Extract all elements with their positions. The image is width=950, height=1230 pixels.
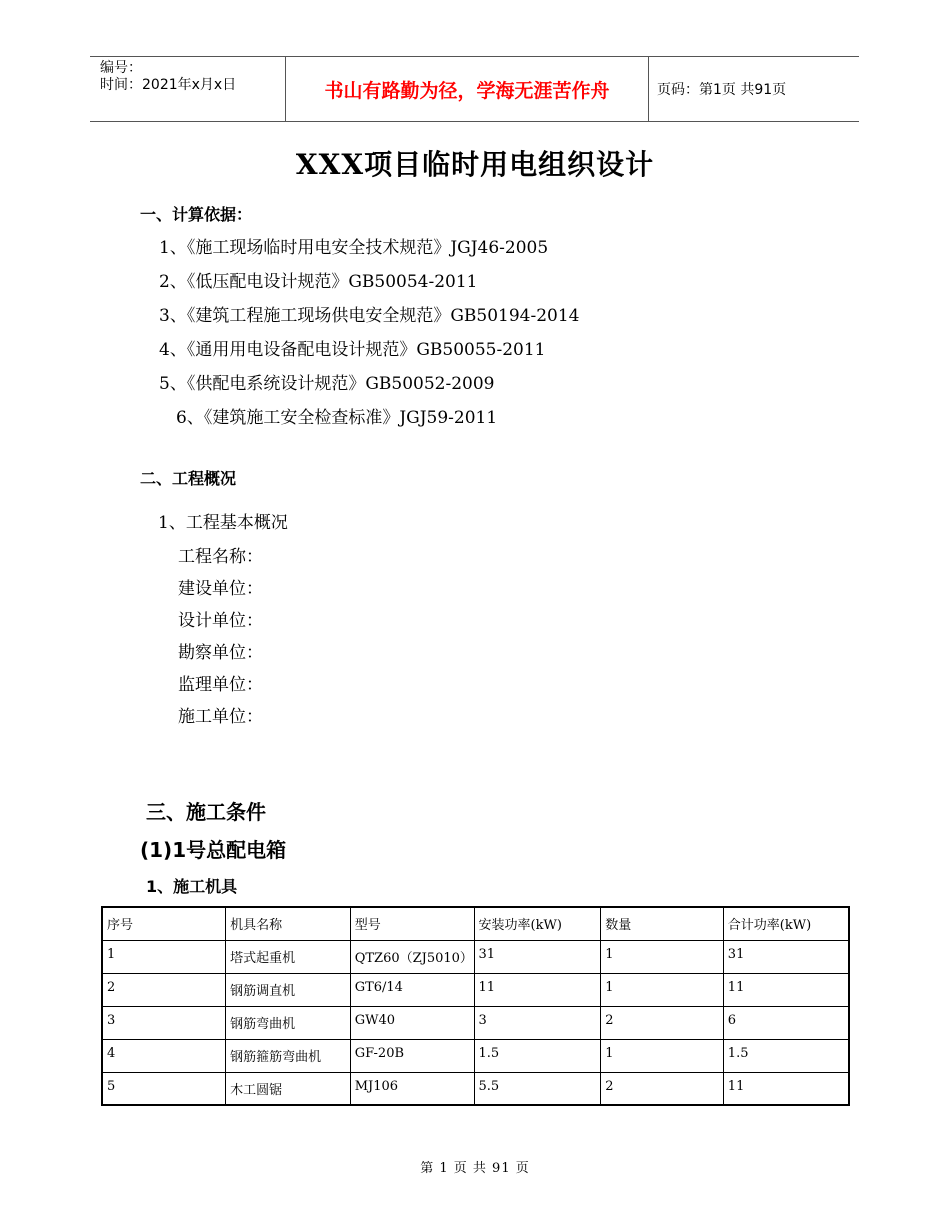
basis-item: 2、《低压配电设计规范》GB50054-2011	[159, 272, 478, 292]
header-time-label: 时间：2021年x月x日	[100, 77, 237, 93]
table-cell: 4	[102, 1039, 226, 1072]
table-row	[102, 973, 849, 1006]
project-field: 监理单位：	[178, 675, 263, 695]
header-page-info: 页码：第1页 共91页	[657, 82, 787, 98]
basis-item: 3、《建筑工程施工现场供电安全规范》GB50194-2014	[159, 306, 580, 326]
table-row	[102, 1006, 849, 1039]
header-number-label: 编号：	[100, 60, 142, 76]
table-header-cell: 机具名称	[226, 907, 351, 940]
table-header-cell: 数量	[601, 907, 724, 940]
table-cell: MJ106	[350, 1072, 474, 1105]
table-cell: GF-20B	[350, 1039, 474, 1072]
project-field: 工程名称：	[178, 547, 263, 567]
table-cell: 塔式起重机	[226, 940, 351, 973]
document-title: XXX项目临时用电组织设计	[295, 148, 655, 181]
table-header-cell: 安装功率(kW)	[474, 907, 601, 940]
table-cell: GT6/14	[350, 973, 474, 1006]
table-header-cell: 合计功率(kW)	[723, 907, 849, 940]
equipment-table	[101, 906, 850, 1106]
header-meta	[90, 57, 286, 121]
table-cell: GW40	[350, 1006, 474, 1039]
table-cell: 3	[102, 1006, 226, 1039]
table-cell: 11	[474, 973, 601, 1006]
table-cell: 木工圆锯	[226, 1072, 351, 1105]
table-header-row	[102, 907, 849, 940]
table-cell: 3	[474, 1006, 601, 1039]
page-footer: 第 1 页 共 91 页	[420, 1161, 530, 1176]
basis-item: 5、《供配电系统设计规范》GB50052-2009	[159, 374, 495, 394]
section3-subheading: (1)1号总配电箱	[140, 838, 287, 862]
table-cell: 2	[102, 973, 226, 1006]
table-cell: 11	[723, 973, 849, 1006]
section2-subheading: 1、工程基本概况	[158, 513, 288, 533]
basis-item: 6、《建筑施工安全检查标准》JGJ59-2011	[176, 408, 498, 428]
table-cell: 钢筋弯曲机	[226, 1006, 351, 1039]
table-cell: 2	[601, 1072, 724, 1105]
project-field: 施工单位：	[178, 707, 263, 727]
table-cell: 1	[601, 940, 724, 973]
project-field: 建设单位：	[178, 579, 263, 599]
table-row	[102, 1039, 849, 1072]
table-cell: 1	[601, 973, 724, 1006]
header-motto: 书山有路勤为径，学海无涯苦作舟	[286, 57, 649, 121]
table-cell: 6	[723, 1006, 849, 1039]
section2-heading: 二、工程概况	[140, 469, 237, 488]
table-cell: 31	[474, 940, 601, 973]
table-cell: 1	[102, 940, 226, 973]
table-cell: 2	[601, 1006, 724, 1039]
project-field: 设计单位：	[178, 611, 263, 631]
section3-subsubheading: 1、施工机具	[146, 877, 238, 896]
page-header	[90, 56, 859, 122]
basis-item: 4、《通用用电设备配电设计规范》GB50055-2011	[159, 340, 546, 360]
table-header-cell: 序号	[102, 907, 226, 940]
project-field: 勘察单位：	[178, 643, 263, 663]
table-cell: 31	[723, 940, 849, 973]
table-cell: 钢筋箍筋弯曲机	[226, 1039, 351, 1072]
section1-heading: 一、计算依据：	[140, 205, 253, 224]
table-row	[102, 1072, 849, 1105]
table-cell: 5.5	[474, 1072, 601, 1105]
table-row	[102, 940, 849, 973]
table-cell: 1	[601, 1039, 724, 1072]
section3-heading: 三、施工条件	[146, 800, 266, 824]
table-header-cell: 型号	[350, 907, 474, 940]
table-cell: 1.5	[474, 1039, 601, 1072]
basis-item: 1、《施工现场临时用电安全技术规范》JGJ46-2005	[159, 238, 549, 258]
table-cell: 11	[723, 1072, 849, 1105]
table-cell: QTZ60（ZJ5010）	[350, 940, 474, 973]
table-cell: 5	[102, 1072, 226, 1105]
table-cell: 1.5	[723, 1039, 849, 1072]
table-cell: 钢筋调直机	[226, 973, 351, 1006]
